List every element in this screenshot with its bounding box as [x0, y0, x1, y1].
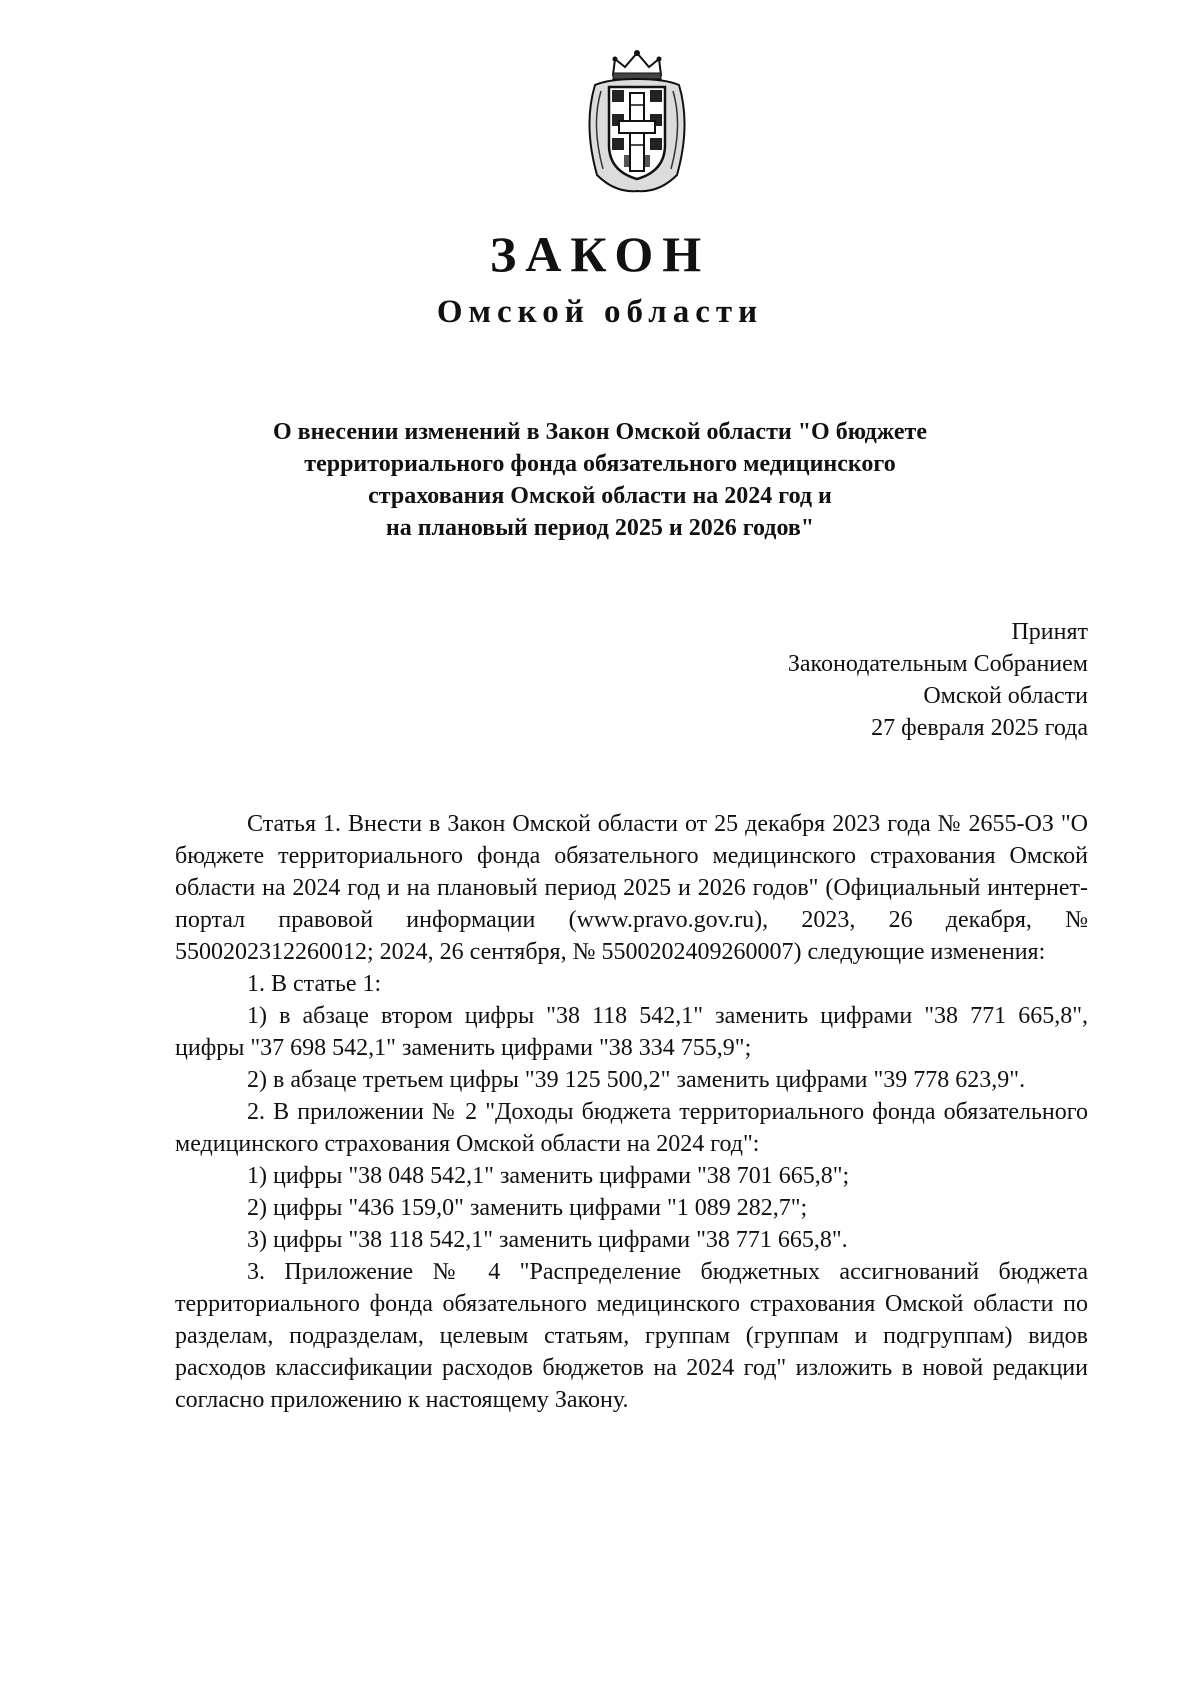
- amendment-item: 2. В приложении № 2 "Доходы бюджета территориального фонда обязательного медицинского страхования Омской области на 2024 год":: [175, 1099, 1088, 1157]
- adoption-line: Законодательным Собранием: [787, 651, 1088, 677]
- omsk-oblast-coat-of-arms-icon: [575, 45, 700, 195]
- amendment-subitem: 2) в абзаце третьем цифры "39 125 500,2" заменить цифрами "39 778 623,9".: [247, 1067, 1026, 1093]
- law-name-line: территориального фонда обязательного медицинского: [304, 451, 896, 477]
- document-title: ЗАКОН: [489, 226, 711, 282]
- law-name-line: О внесении изменений в Закон Омской области "О бюджете: [273, 419, 927, 445]
- adoption-line: Омской области: [923, 683, 1088, 709]
- amendment-subitem: 3) цифры "38 118 542,1" заменить цифрами "38 771 665,8".: [247, 1227, 848, 1253]
- amendment-subitem: 1) цифры "38 048 542,1" заменить цифрами "38 701 665,8";: [247, 1163, 850, 1189]
- law-name-line: на плановый период 2025 и 2026 годов": [385, 515, 815, 541]
- amendment-item: 3. Приложение № 4 "Распределение бюджетных ассигнований бюджета территориального фонда обязательного медицинского страхования Омской области по разделам, подразделам, целевым статьям, группам (группам и подгруппам) видов расходов классификации расходов бюджетов на 2024 год" изложить в новой редакции согласно приложению к настоящему Закону.: [175, 1259, 1088, 1413]
- law-body: [175, 808, 1088, 1416]
- article-1-paragraph: Статья 1. Внести в Закон Омской области от 25 декабря 2023 года № 2655-ОЗ "О бюджете территориального фонда обязательного медицинского страхования Омской области на 2024 год и на плановый период 2025 и 2026 годов" (Официальный интернет-портал правовой информации (www.pravo.gov.ru), 2023, 26 декабря, № 5500202312260012; 2024, 26 сентября, № 5500202409260007) следующие изменения:: [175, 811, 1088, 965]
- law-name: [0, 416, 1200, 544]
- document-subtitle: Омской области: [436, 294, 764, 330]
- amendment-subitem: 1) в абзаце втором цифры "38 118 542,1" заменить цифрами "38 771 665,8", цифры "37 698 542,1" заменить цифрами "38 334 755,9";: [175, 1003, 1088, 1061]
- amendment-item: 1. В статье 1:: [247, 971, 382, 997]
- law-name-line: страхования Омской области на 2024 год и: [368, 483, 832, 509]
- adoption-block: [788, 616, 1088, 744]
- adoption-line: Принят: [1011, 619, 1088, 645]
- adoption-date: 27 февраля 2025 года: [871, 715, 1088, 741]
- amendment-subitem: 2) цифры "436 159,0" заменить цифрами "1 089 282,7";: [247, 1195, 808, 1221]
